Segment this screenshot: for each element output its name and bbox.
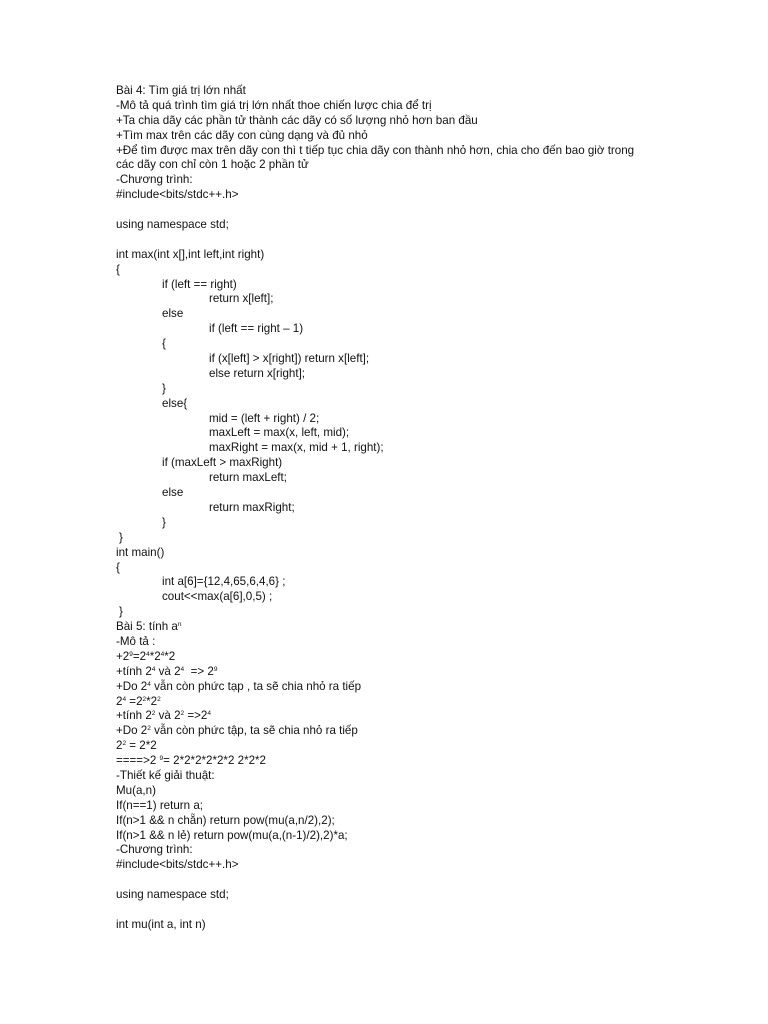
text-segment: -Chương trình: <box>116 843 193 857</box>
text-segment: -Mô tả quá trình tìm giá trị lớn nhất thoe chiến lược chia để trị <box>116 98 432 112</box>
text-segment: if (left == right – 1) <box>209 322 304 336</box>
text-segment: =2 <box>126 694 143 708</box>
text-segment: vẫn còn phức tập, ta sẽ chia nhỏ ra tiếp <box>150 724 358 738</box>
text-line <box>116 307 736 322</box>
text-segment: return maxRight; <box>209 500 295 514</box>
text-line <box>116 486 736 501</box>
text-segment: { <box>116 262 120 276</box>
superscript: 2 <box>147 725 151 733</box>
superscript: n <box>177 621 182 629</box>
text-segment: +2 <box>116 649 130 663</box>
text-line <box>116 129 736 144</box>
text-segment: 2 <box>116 739 123 753</box>
text-line <box>116 739 736 754</box>
text-segment: +Để tìm được max trên dãy con thì t tiếp tục chia dãy con thành nhỏ hơn, chia cho đến bao giờ trong <box>116 143 635 157</box>
text-line <box>116 531 736 546</box>
text-line <box>116 769 736 784</box>
text-segment: If(n>1 && n lẻ) return pow(mu(a,(n-1)/2),2)*a; <box>116 828 348 842</box>
superscript: 2 <box>157 695 161 703</box>
text-segment: { <box>162 337 166 351</box>
text-segment: +tính 2 <box>116 709 152 723</box>
text-line <box>116 158 736 173</box>
document-page <box>116 84 736 933</box>
text-line <box>116 218 736 233</box>
text-segment: các dãy con chỉ còn 1 hoặc 2 phần tử <box>116 158 309 172</box>
text-line <box>116 754 736 769</box>
text-line <box>116 188 736 203</box>
text-line <box>116 203 736 218</box>
text-line <box>116 412 736 427</box>
text-line <box>116 888 736 903</box>
text-line <box>116 635 736 650</box>
text-segment: -Chương trình: <box>116 173 193 187</box>
text-segment: If(n>1 && n chẵn) return pow(mu(a,n/2),2); <box>116 813 335 827</box>
text-segment: -Mô tả : <box>116 634 156 648</box>
text-segment: +tính 2 <box>116 664 152 678</box>
text-line <box>116 546 736 561</box>
text-line <box>116 695 736 710</box>
text-segment: #include<bits/stdc++.h> <box>116 188 239 202</box>
text-segment: If(n==1) return a; <box>116 798 203 812</box>
superscript: 2 <box>142 695 147 703</box>
text-segment: *2 <box>164 649 176 663</box>
text-segment: int main() <box>116 545 165 559</box>
superscript: 4 <box>151 665 156 673</box>
text-line <box>116 471 736 486</box>
text-segment: #include<bits/stdc++.h> <box>116 858 239 872</box>
text-segment: if (left == right) <box>162 277 237 291</box>
text-segment: int a[6]={12,4,65,6,4,6} ; <box>162 575 286 589</box>
text-line <box>116 352 736 367</box>
text-segment: Bài 4: Tìm giá trị lớn nhất <box>116 84 246 97</box>
text-segment: và 2 <box>155 664 181 678</box>
text-line <box>116 709 736 724</box>
text-segment: } <box>119 530 123 544</box>
text-line <box>116 829 736 844</box>
superscript: 9 <box>213 665 218 673</box>
text-line <box>116 814 736 829</box>
text-line <box>116 426 736 441</box>
text-segment: ====>2 <box>116 754 160 768</box>
text-line <box>116 918 736 933</box>
text-segment: Mu(a,n) <box>116 783 156 797</box>
text-segment: +Tìm max trên các dãy con cùng dạng và đủ nhỏ <box>116 128 368 142</box>
text-line <box>116 724 736 739</box>
text-line <box>116 620 736 635</box>
text-segment: return x[left]; <box>209 292 274 306</box>
text-line <box>116 173 736 188</box>
text-line <box>116 337 736 352</box>
text-line <box>116 784 736 799</box>
superscript: 4 <box>207 710 212 718</box>
text-segment: int max(int x[],int left,int right) <box>116 247 265 261</box>
superscript: 4 <box>122 695 127 703</box>
superscript: 2 <box>151 710 156 718</box>
text-line <box>116 516 736 531</box>
text-segment: } <box>162 381 166 395</box>
text-segment: Bài 5: tính a <box>116 620 178 634</box>
text-line <box>116 292 736 307</box>
text-segment: using namespace std; <box>116 888 229 902</box>
text-segment: maxLeft = max(x, left, mid); <box>209 426 350 440</box>
text-segment: if (maxLeft > maxRight) <box>162 456 283 470</box>
superscript: 9 <box>129 650 133 658</box>
text-line <box>116 799 736 814</box>
text-segment: } <box>119 605 123 619</box>
text-line <box>116 650 736 665</box>
superscript: 4 <box>180 665 185 673</box>
text-segment: } <box>162 515 166 529</box>
text-line <box>116 248 736 263</box>
text-segment: if (x[left] > x[right]) return x[left]; <box>209 352 370 366</box>
text-line <box>116 84 736 99</box>
text-line <box>116 322 736 337</box>
text-line <box>116 441 736 456</box>
text-segment: *2 <box>146 694 158 708</box>
text-segment: =2 <box>132 649 147 663</box>
text-line <box>116 903 736 918</box>
text-line <box>116 382 736 397</box>
text-segment: else <box>162 307 184 321</box>
text-segment: => 2 <box>184 664 214 678</box>
text-line <box>116 233 736 248</box>
text-line <box>116 873 736 888</box>
text-line <box>116 561 736 576</box>
text-line <box>116 590 736 605</box>
text-segment: -Thiết kế giải thuật: <box>116 768 215 782</box>
superscript: 4 <box>147 680 151 688</box>
text-line <box>116 858 736 873</box>
superscript: 2 <box>180 710 185 718</box>
text-line <box>116 501 736 516</box>
text-line <box>116 575 736 590</box>
text-line <box>116 263 736 278</box>
text-segment: và 2 <box>155 709 181 723</box>
text-segment: int mu(int a, int n) <box>116 917 206 931</box>
superscript: 4 <box>160 650 165 658</box>
text-segment: else return x[right]; <box>209 366 306 380</box>
text-segment: else <box>162 486 184 500</box>
text-line <box>116 843 736 858</box>
text-line <box>116 605 736 620</box>
text-line <box>116 114 736 129</box>
text-line <box>116 99 736 114</box>
text-segment: = 2*2 <box>126 739 157 753</box>
text-line <box>116 367 736 382</box>
text-line <box>116 278 736 293</box>
text-segment: using namespace std; <box>116 218 229 232</box>
superscript: 2 <box>122 740 127 748</box>
text-segment: +Do 2 <box>116 679 148 693</box>
text-segment: maxRight = max(x, mid + 1, right); <box>209 441 384 455</box>
text-line <box>116 680 736 695</box>
text-segment: 2 <box>116 694 123 708</box>
text-segment: =>2 <box>184 709 208 723</box>
text-segment: mid = (left + right) / 2; <box>209 411 320 425</box>
text-segment: else{ <box>162 396 188 410</box>
text-segment: +Do 2 <box>116 724 148 738</box>
text-line <box>116 397 736 412</box>
text-line <box>116 665 736 680</box>
text-segment: = 2*2*2*2*2*2 2*2*2 <box>163 754 266 768</box>
superscript: 4 <box>146 650 150 658</box>
text-segment: +Ta chia dãy các phần tử thành các dãy có số lượng nhỏ hơn ban đầu <box>116 113 478 127</box>
superscript: 9 <box>159 755 164 763</box>
text-segment: return maxLeft; <box>209 471 287 485</box>
text-line <box>116 456 736 471</box>
text-segment: cout<<max(a[6],0,5) ; <box>162 590 273 604</box>
text-segment: { <box>116 560 120 574</box>
text-line <box>116 144 736 159</box>
text-segment: vẫn còn phức tạp , ta sẽ chia nhỏ ra tiếp <box>150 679 362 693</box>
text-segment: *2 <box>149 649 161 663</box>
